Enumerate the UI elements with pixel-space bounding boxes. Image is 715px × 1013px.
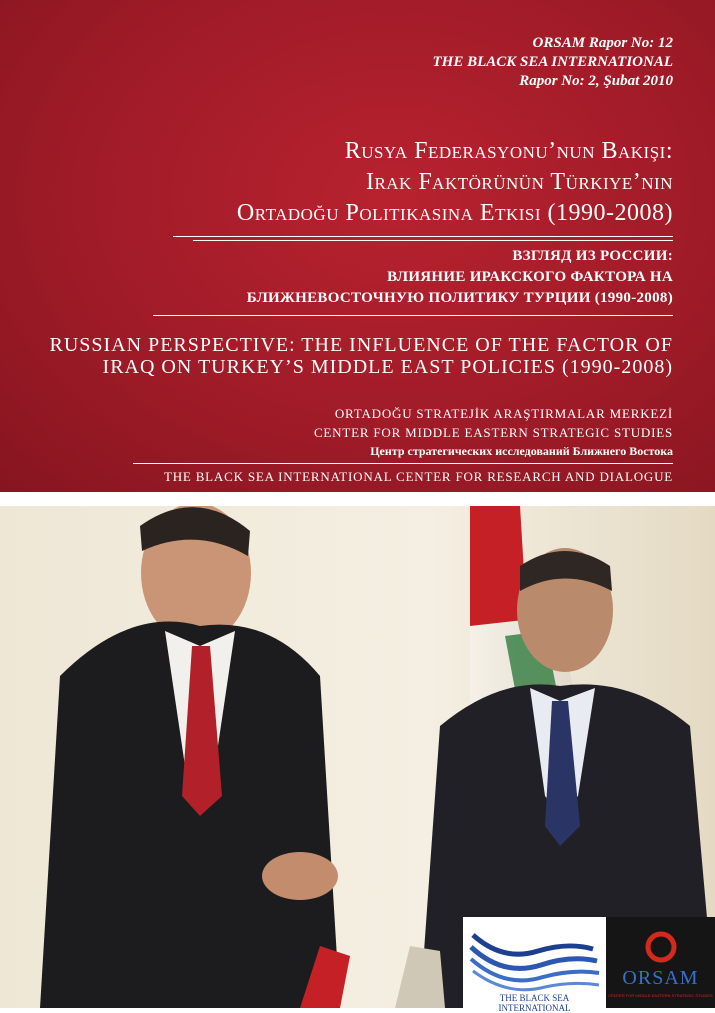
title-en-line-2: IRAQ ON TURKEY’S MIDDLE EAST POLICIES (1990-2008): [102, 356, 673, 378]
black-sea-logo-text: THE BLACK SEA INTERNATIONAL: [498, 993, 571, 1013]
title-divider: [153, 315, 673, 316]
title-ru-line-2: ВЛИЯНИЕ ИРАКСКОГО ФАКТОРА НА: [387, 269, 673, 285]
title-turkish: [237, 136, 673, 229]
title-divider: [173, 236, 673, 237]
rapor-line-3: Rapor No: 2, Şubat 2010: [519, 73, 673, 89]
center-name-tr: ORTADOĞU STRATEJİK ARAŞTIRMALAR MERKEZİ: [334, 406, 673, 421]
cover-header: [0, 0, 715, 492]
center-name-ru: Центр стратегических исследований Ближнего Востока: [370, 444, 673, 458]
title-ru-line-3: БЛИЖНЕВОСТОЧНУЮ ПОЛИТИКУ ТУРЦИИ (1990-2008): [246, 290, 673, 306]
orsam-circle-icon: [606, 917, 715, 967]
title-ru-line-1: ВЗГЛЯД ИЗ РОССИИ:: [512, 248, 673, 264]
orsam-logo-text: ORSAM: [622, 967, 699, 989]
title-tr-line-1: Rusya Federasyonu’nun Bakışı:: [344, 138, 673, 164]
center-name-bsi: THE BLACK SEA INTERNATIONAL CENTER FOR RESEARCH AND DIALOGUE: [163, 469, 673, 484]
title-en-line-1: RUSSIAN PERSPECTIVE: THE INFLUENCE OF THE FACTOR OF: [49, 334, 673, 356]
title-divider: [193, 240, 673, 241]
title-russian: [247, 246, 673, 309]
center-divider: [133, 463, 673, 464]
title-english: [50, 334, 673, 378]
report-number: [433, 34, 673, 91]
orsam-logo-subtext: CENTER FOR MIDDLE EASTERN STRATEGIC STUDIES: [608, 993, 713, 998]
title-tr-line-2: Irak Faktörünün Türkiye’nin: [365, 169, 673, 195]
rapor-line-2: THE BLACK SEA INTERNATIONAL: [432, 54, 673, 70]
orsam-logo: [606, 917, 715, 1008]
handshake: [262, 852, 338, 900]
center-names: [314, 404, 673, 461]
center-name-en: CENTER FOR MIDDLE EASTERN STRATEGIC STUDIES: [313, 425, 673, 440]
title-tr-line-3: Ortadoğu Politikasına Etkisi (1990-2008): [236, 200, 673, 226]
rapor-line-1: ORSAM Rapor No: 12: [532, 35, 673, 51]
black-sea-logo: [463, 917, 606, 1013]
